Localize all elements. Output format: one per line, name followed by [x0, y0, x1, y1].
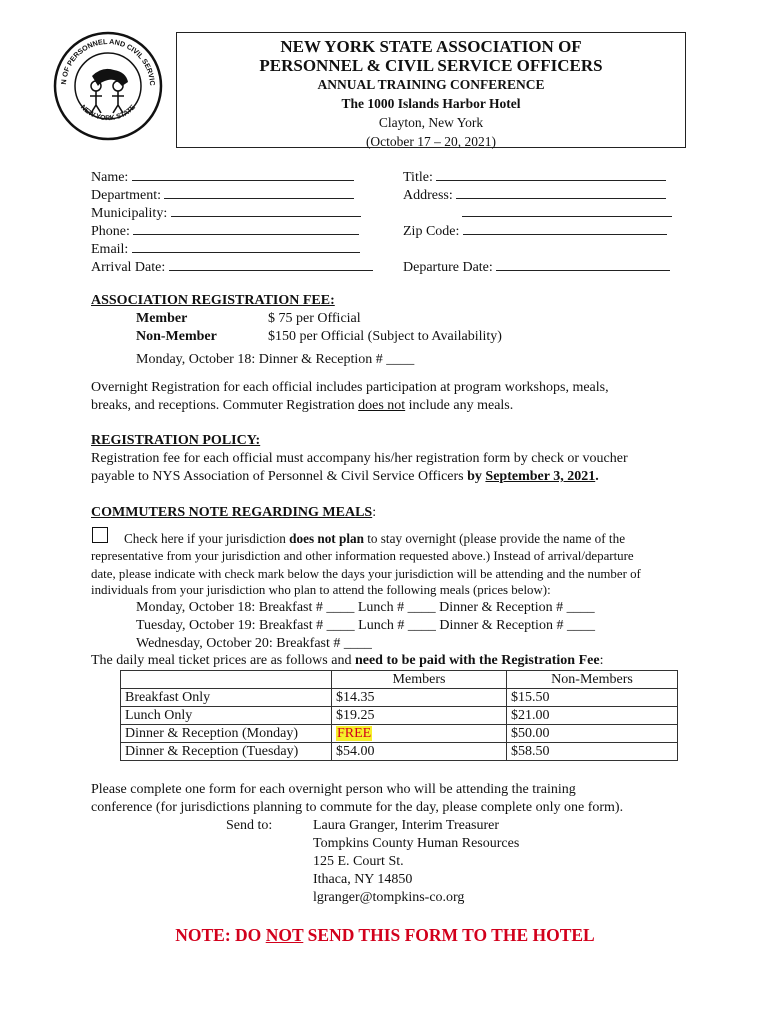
header-conference-name: ANNUAL TRAINING CONFERENCE [317, 77, 545, 92]
address-label: Address: [403, 188, 453, 203]
department-field[interactable] [91, 186, 354, 204]
phone-field[interactable] [91, 222, 359, 240]
phone-label: Phone: [91, 224, 130, 239]
does-not-underlined: does not [358, 398, 406, 413]
table-row [121, 725, 678, 743]
table-cell: $21.00 [507, 707, 678, 725]
departure-date-label: Departure Date: [403, 260, 493, 275]
mailing-email[interactable]: lgranger@tompkins-co.org [313, 890, 465, 905]
email-field[interactable] [91, 240, 360, 258]
hotel-warning-note: NOTE: DO NOT SEND THIS FORM TO THE HOTEL [175, 925, 595, 945]
commuter-text-line1: Check here if your jurisdiction does not plan to stay overnight (please provide the name of the [124, 531, 626, 546]
conference-header-box [176, 32, 686, 148]
meal-prices-intro: The daily meal ticket prices are as follows and need to be paid with the Registration Fee: [91, 653, 604, 668]
header-hotel: The 1000 Islands Harbor Hotel [341, 96, 521, 111]
table-row [121, 707, 678, 725]
header-location: Clayton, New York [378, 115, 484, 130]
mailing-street: 125 E. Court St. [313, 854, 404, 869]
nonmember-fee: $150 per Official (Subject to Availability) [268, 329, 502, 344]
monday-dinner-count[interactable]: Monday, October 18: Dinner & Reception # ____ [136, 352, 415, 367]
arrival-date-field[interactable] [91, 258, 373, 276]
header-title-line1: NEW YORK STATE ASSOCIATION OF [280, 37, 582, 56]
header-title-line2: PERSONNEL & CIVIL SERVICE OFFICERS [259, 56, 603, 75]
table-cell: Breakfast Only [121, 689, 332, 707]
table-row [121, 743, 678, 761]
closing-text-line1: Please complete one form for each overnight person who will be attending the training [91, 782, 576, 797]
member-fee: $ 75 per Official [268, 311, 361, 326]
arrival-date-label: Arrival Date: [91, 260, 166, 275]
table-header-cell: Non-Members [507, 671, 678, 689]
free-highlight: FREE [337, 726, 372, 741]
municipality-field[interactable] [91, 204, 361, 222]
policy-deadline: September 3, 2021 [485, 469, 596, 484]
policy-text-line1: Registration fee for each official must accompany his/her registration form by check or voucher [91, 451, 628, 466]
tuesday-meal-counts[interactable]: Tuesday, October 19: Breakfast # ____ Lunch # ____ Dinner & Reception # ____ [136, 618, 595, 633]
table-header-row [121, 671, 678, 689]
departure-date-field[interactable] [403, 258, 670, 276]
table-cell: Dinner & Reception (Tuesday) [121, 743, 332, 761]
municipality-label: Municipality: [91, 206, 168, 221]
table-row [121, 689, 678, 707]
mailing-name: Laura Granger, Interim Treasurer [313, 818, 500, 833]
table-cell: $54.00 [332, 743, 507, 761]
zip-code-field[interactable] [403, 222, 667, 240]
header-dates: (October 17 – 20, 2021) [365, 134, 497, 149]
title-field[interactable] [403, 168, 666, 186]
mailing-city: Ithaca, NY 14850 [313, 872, 413, 887]
name-field[interactable] [91, 168, 354, 186]
commuter-text-line3: date, please indicate with check mark below the days your jurisdiction will be attending and the number of [91, 567, 641, 581]
mailing-department: Tompkins County Human Resources [313, 836, 520, 851]
commuters-heading: COMMUTERS NOTE REGARDING MEALS: [91, 505, 377, 520]
association-seal-logo [52, 30, 164, 142]
table-cell: Dinner & Reception (Monday) [121, 725, 332, 743]
table-cell: $15.50 [507, 689, 678, 707]
registration-policy-heading: REGISTRATION POLICY: [91, 433, 261, 448]
commuter-text-line2: representative from your jurisdiction and other information requested above.) Instead of arrival/departure [91, 549, 634, 563]
svg-text:NEW YORK STATE [79, 104, 137, 122]
monday-meal-counts[interactable]: Monday, October 18: Breakfast # ____ Lunch # ____ Dinner & Reception # ____ [136, 600, 595, 615]
seal-top-text: N OF PERSONNEL AND CIVIL SERVIC [58, 36, 158, 86]
address-line2-field[interactable] [462, 204, 672, 222]
seal-bottom-text: NEW YORK STATE [78, 103, 138, 123]
department-label: Department: [91, 188, 161, 203]
commuter-text-line4: individuals from your jurisdiction who plan to attend the following meals (prices below): [91, 583, 551, 597]
member-label: Member [136, 311, 188, 326]
overnight-text-line2: breaks, and receptions. Commuter Registration does not include any meals. [91, 398, 514, 413]
table-cell: $19.25 [332, 707, 507, 725]
overnight-text-line1: Overnight Registration for each official includes participation at program workshops, meals, [91, 380, 609, 395]
table-cell: $14.35 [332, 689, 507, 707]
registration-fee-heading: ASSOCIATION REGISTRATION FEE: [91, 293, 335, 308]
closing-text-line2: conference (for jurisdictions planning to commute for the day, please complete only one form). [91, 800, 624, 815]
email-label: Email: [91, 242, 129, 257]
table-cell: Lunch Only [121, 707, 332, 725]
commuter-checkbox[interactable] [92, 527, 108, 543]
title-label: Title: [403, 170, 433, 185]
name-label: Name: [91, 170, 129, 185]
table-header-cell [121, 671, 332, 689]
wednesday-meal-counts[interactable]: Wednesday, October 20: Breakfast # ____ [136, 636, 372, 651]
table-cell: $50.00 [507, 725, 678, 743]
address-field[interactable] [403, 186, 666, 204]
table-cell [332, 725, 507, 743]
table-header-cell: Members [332, 671, 507, 689]
table-cell: $58.50 [507, 743, 678, 761]
zip-code-label: Zip Code: [403, 224, 460, 239]
meal-prices-table [120, 670, 678, 761]
policy-text-line2: payable to NYS Association of Personnel & Civil Service Officers by September 3, 2021. [91, 469, 599, 484]
send-to-label: Send to: [226, 818, 273, 833]
nonmember-label: Non-Member [136, 329, 217, 344]
